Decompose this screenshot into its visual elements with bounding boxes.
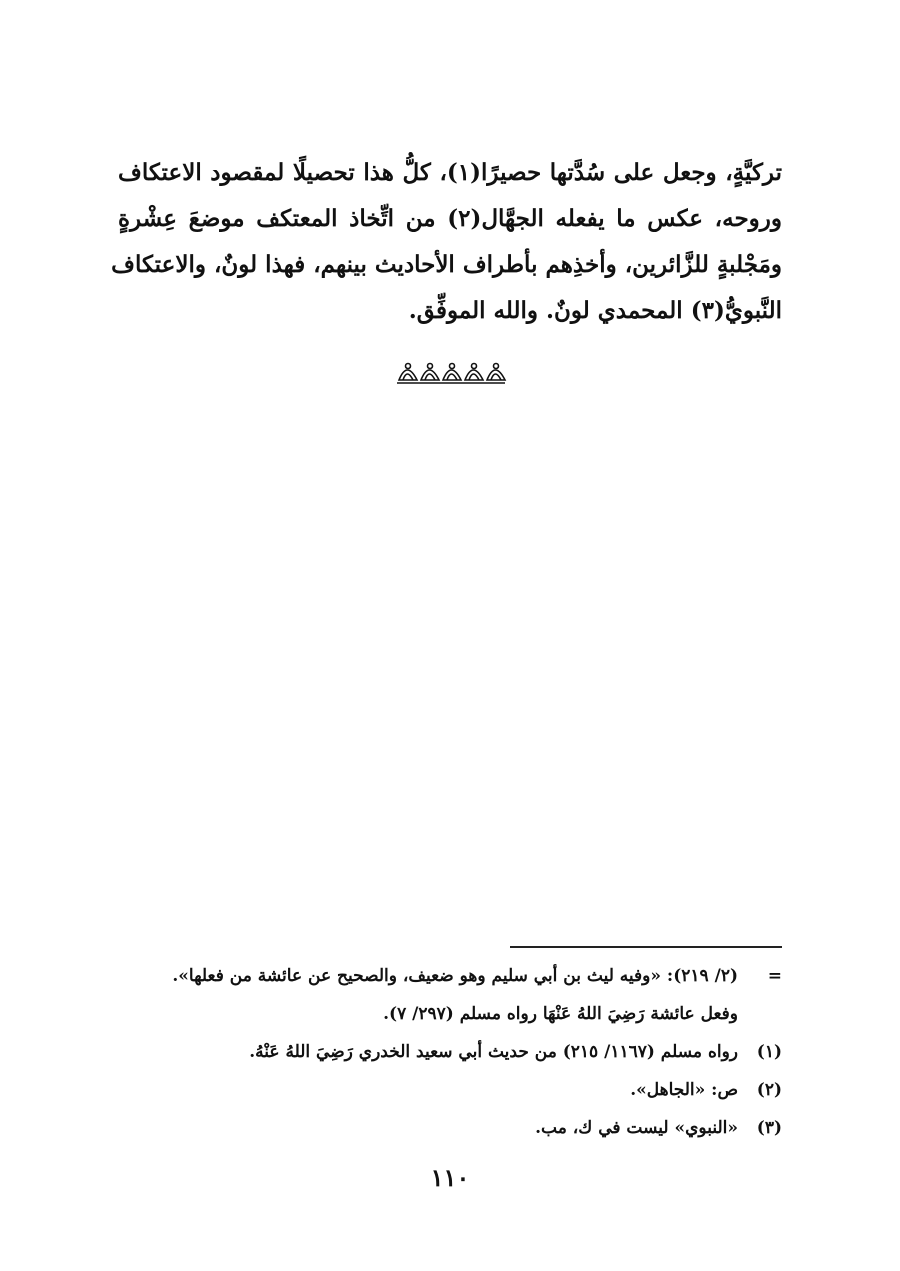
footnote-3-text: «النبوي» ليست في ك، مب. xyxy=(535,1118,738,1138)
footnote-2-marker: (٢) xyxy=(756,1080,782,1100)
footnote-2 xyxy=(118,1071,782,1109)
main-body-text xyxy=(111,150,782,334)
continuation-line-2: وفعل عائشة رَضِيَ اللهُ عَنْهَا رواه مسلم (٢٩٧/ ٧). xyxy=(383,1004,738,1024)
body-line-3: ومَجْلبةٍ للزَّائرين، وأخذِهم بأطراف الأحاديث بينهم، فهذا لونٌ، والاعتكاف xyxy=(111,251,782,278)
footnote-3 xyxy=(118,1109,782,1147)
continuation-marker: = xyxy=(767,966,782,986)
footnote-2-text: ص: «الجاهل». xyxy=(630,1080,738,1100)
continuation-line-1: (٢/ ٢١٩): «وفيه ليث بن أبي سليم وهو ضعيف، والصحيح عن عائشة من فعلها». xyxy=(172,966,738,986)
footnote-continuation xyxy=(118,957,782,995)
page-number: ١١٠ xyxy=(430,1163,470,1192)
footnote-3-marker: (٣) xyxy=(756,1118,782,1138)
footnote-separator xyxy=(510,946,782,948)
body-line-4: النَّبويُّ(٣) المحمدي لونٌ. والله الموفِّق. xyxy=(408,297,782,324)
decorative-flourish-icon xyxy=(395,356,507,386)
footnote-1-marker: (١) xyxy=(756,1042,782,1062)
footnote-1-text: رواه مسلم (١١٦٧/ ٢١٥) من حديث أبي سعيد الخدري رَضِيَ اللهُ عَنْهُ. xyxy=(249,1042,738,1062)
body-line-1: تركيَّةٍ، وجعل على سُدَّتها حصيرًا(١)، كلُّ هذا تحصيلًا لمقصود الاعتكاف xyxy=(118,159,782,186)
footnotes-section xyxy=(118,957,782,1147)
footnote-1 xyxy=(118,1033,782,1071)
body-line-2: وروحه، عكس ما يفعله الجهَّال(٢) من اتِّخاذ المعتكف موضعَ عِشْرةٍ xyxy=(118,205,782,232)
